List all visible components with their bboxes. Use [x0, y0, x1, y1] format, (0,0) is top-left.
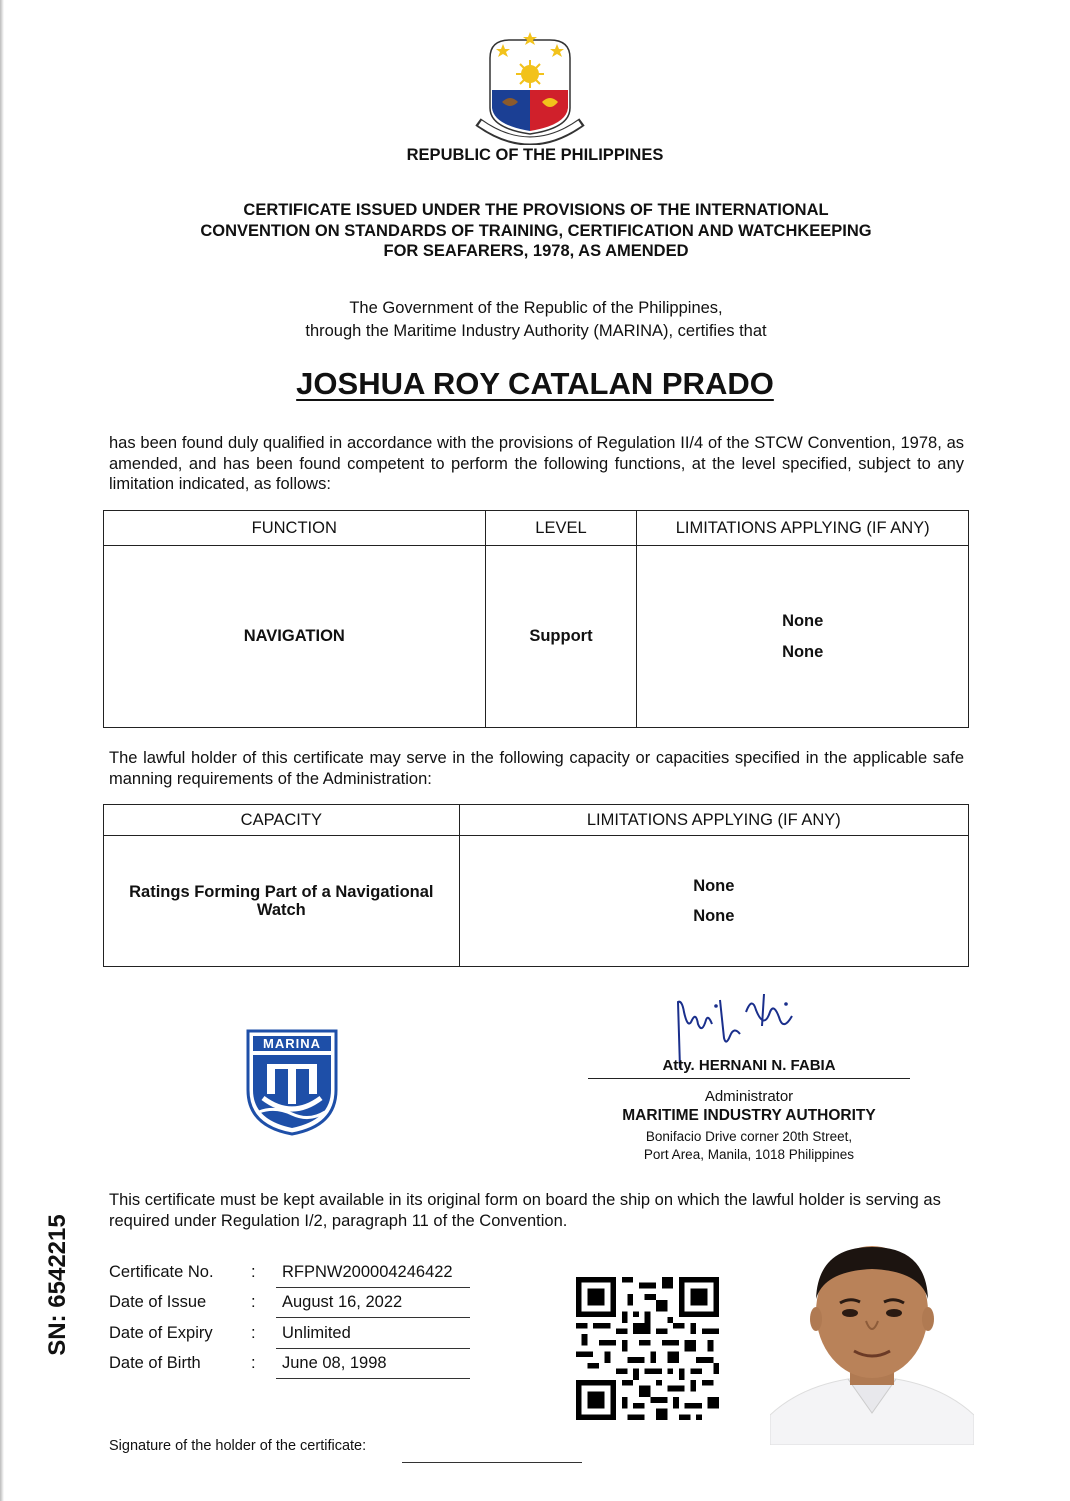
functions-table — [103, 510, 969, 728]
certification-intro — [200, 297, 872, 343]
svg-text:MARINA: MARINA — [263, 1036, 321, 1051]
notice-paragraph: This certificate must be kept available in its original form on board the ship on which the lawful holder is serving as required under Regulation I/2, paragraph 11 of the Convention. — [109, 1191, 941, 1230]
address-line: Port Area, Manila, 1018 Philippines — [643, 1147, 855, 1162]
heading-line: CONVENTION ON STANDARDS OF TRAINING, CERTIFICATION AND WATCHKEEPING — [200, 221, 872, 240]
table-row — [104, 836, 969, 967]
qr-code-icon — [576, 1277, 719, 1420]
heading-line: CERTIFICATE ISSUED UNDER THE PROVISIONS OF THE INTERNATIONAL — [243, 201, 829, 219]
marina-logo-icon — [245, 1028, 339, 1136]
table-row — [104, 546, 969, 728]
limitation-value: None — [693, 877, 735, 895]
detail-colon: : — [251, 1293, 256, 1311]
function-cell: NAVIGATION — [104, 546, 486, 728]
detail-label: Certificate No. — [109, 1263, 214, 1281]
serial-number: SN: 6542215 — [44, 1214, 71, 1356]
header-limitations: LIMITATIONS APPLYING (IF ANY) — [637, 511, 969, 546]
page-edge — [0, 0, 4, 1501]
detail-underline — [276, 1317, 470, 1318]
holder-name-text: JOSHUA ROY CATALAN PRADO — [296, 366, 774, 401]
limitation-value: None — [782, 642, 824, 661]
agency-name: MARITIME INDUSTRY AUTHORITY — [622, 1107, 876, 1124]
functions-table-header — [104, 511, 969, 546]
holder-photo — [770, 1237, 974, 1445]
detail-label: Date of Issue — [109, 1293, 207, 1311]
country-title: REPUBLIC OF THE PHILIPPINES — [406, 146, 664, 164]
detail-underline — [276, 1287, 470, 1288]
detail-underline — [276, 1378, 470, 1379]
detail-value: August 16, 2022 — [282, 1293, 403, 1311]
capacity-table-header — [104, 805, 969, 836]
signatory-name: Atty. HERNANI N. FABIA — [662, 1057, 836, 1074]
detail-value: Unlimited — [282, 1324, 351, 1342]
signatory-title: Administrator — [704, 1088, 794, 1105]
holder-signature-label: Signature of the holder of the certificate: — [109, 1438, 367, 1454]
intro-line: through the Maritime Industry Authority (MARINA), certifies that — [305, 322, 767, 340]
detail-value: June 08, 1998 — [282, 1354, 387, 1372]
header-level: LEVEL — [485, 511, 637, 546]
limitations-cell — [459, 836, 968, 967]
heading-line: FOR SEAFARERS, 1978, AS AMENDED — [383, 242, 689, 260]
header-function: FUNCTION — [104, 511, 486, 546]
address-line: Bonifacio Drive corner 20th Street, — [645, 1129, 853, 1144]
detail-label: Date of Expiry — [109, 1324, 213, 1342]
header-capacity: CAPACITY — [104, 805, 460, 836]
detail-colon: : — [251, 1263, 256, 1281]
signature-line — [588, 1078, 910, 1079]
detail-colon: : — [251, 1324, 256, 1342]
capacity-paragraph: The lawful holder of this certificate may serve in the following capacity or capacities specified in the applicable safe manning requirements of the Administration: — [109, 749, 964, 788]
limitations-cell — [637, 546, 969, 728]
detail-label: Date of Birth — [109, 1354, 201, 1372]
holder-name — [0, 366, 1070, 402]
detail-underline — [276, 1348, 470, 1349]
agency-address — [588, 1128, 910, 1164]
capacity-table — [103, 804, 969, 967]
level-cell: Support — [485, 546, 637, 728]
limitation-value: None — [693, 907, 735, 925]
detail-value: RFPNW200004246422 — [282, 1263, 453, 1281]
detail-colon: : — [251, 1354, 256, 1372]
header-limitations: LIMITATIONS APPLYING (IF ANY) — [459, 805, 968, 836]
certificate-heading — [150, 200, 922, 262]
philippine-seal-icon — [470, 30, 590, 145]
capacity-cell — [104, 836, 460, 967]
limitation-value: None — [782, 611, 824, 630]
holder-signature-line — [402, 1462, 582, 1463]
qualification-paragraph: has been found duly qualified in accordance with the provisions of Regulation II/4 of the STCW Convention, 1978, as amended, and has been found competent to perform the following functions, at the level specified, subject to any limitation indicated, as follows: — [109, 434, 964, 493]
intro-line: The Government of the Republic of the Philippines, — [349, 299, 723, 317]
capacity-text: Ratings Forming Part of a Navigational Watch — [129, 883, 434, 919]
